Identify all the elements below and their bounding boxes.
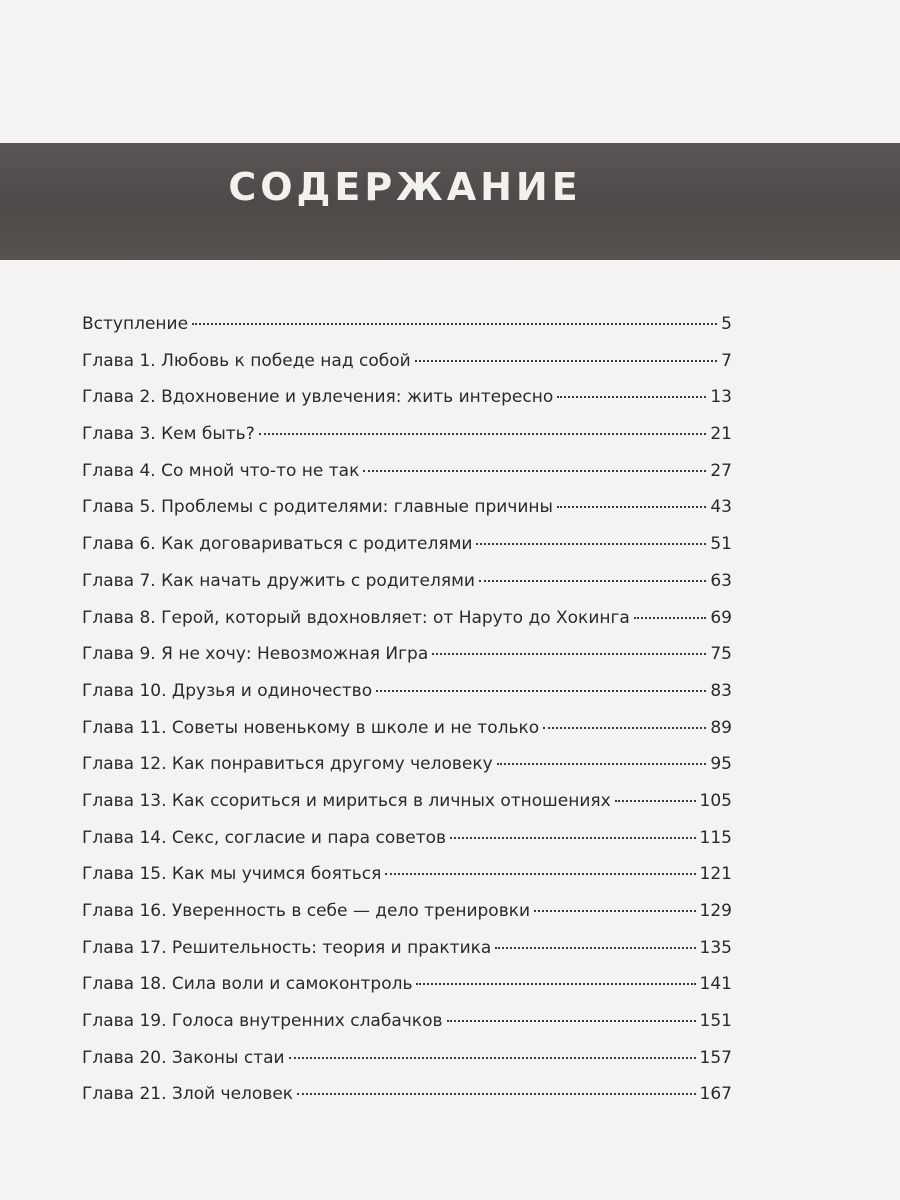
toc-entry-page: 83 [710, 680, 732, 701]
toc-entry [82, 526, 732, 563]
dot-leader [376, 689, 706, 692]
toc-entry-page: 141 [699, 974, 732, 995]
toc-entry-title: Глава 8. Герой, который вдохновляет: от Наруто до Хокинга [82, 607, 630, 628]
toc-entry-title: Глава 2. Вдохновение и увлечения: жить интересно [82, 387, 554, 408]
toc-entry-page: 129 [699, 901, 732, 921]
toc-entry [82, 966, 732, 1003]
dot-leader [479, 579, 706, 582]
toc-entry [82, 673, 732, 710]
dot-leader [557, 395, 706, 398]
toc-entry-title: Глава 6. Как договариваться с родителями [82, 534, 473, 555]
toc-entry-page: 121 [699, 864, 732, 885]
toc-entry-title: Глава 19. Голоса внутренних слабачков [82, 1011, 443, 1032]
toc-entry-page: 157 [699, 1047, 732, 1068]
dot-leader [289, 1056, 696, 1059]
toc-entry [82, 820, 732, 857]
toc-entry-title: Вступление [82, 314, 189, 334]
toc-entry [82, 1076, 732, 1113]
toc-entry-title: Глава 9. Я не хочу: Невозможная Игра [82, 644, 429, 665]
toc-entry [82, 710, 732, 747]
toc-entry-title: Глава 13. Как ссориться и мириться в личных отношениях [82, 790, 611, 811]
toc-entry [82, 783, 732, 820]
dot-leader [447, 1019, 696, 1022]
dot-leader [450, 836, 695, 839]
toc-entry-title: Глава 17. Решительность: теория и практика [82, 937, 492, 958]
dot-leader [497, 762, 707, 765]
toc-entry-title: Глава 7. Как начать дружить с родителями [82, 570, 475, 591]
toc-entry [82, 306, 732, 343]
toc-entry-page: 75 [710, 644, 732, 665]
toc-entry-page: 5 [721, 314, 732, 334]
dot-leader [192, 322, 717, 325]
toc-entry [82, 416, 732, 453]
toc-entry-page: 105 [699, 790, 732, 811]
toc-entry-page: 115 [699, 827, 732, 848]
toc-entry-title: Глава 4. Со мной что-то не так [82, 460, 360, 481]
toc-entry-title: Глава 20. Законы стаи [82, 1047, 285, 1068]
toc-entry-page: 151 [699, 1011, 732, 1032]
toc-entry-page: 135 [699, 937, 732, 958]
toc-entry [82, 856, 732, 893]
toc-entry [82, 746, 732, 783]
dot-leader [534, 909, 696, 912]
page-title: СОДЕРЖАНИЕ [228, 165, 582, 209]
toc-entry-title: Глава 21. Злой человек [82, 1084, 294, 1105]
toc-entry [82, 930, 732, 967]
toc-entry-page: 7 [721, 350, 732, 371]
dot-leader [495, 946, 695, 949]
toc-entry-title: Глава 10. Друзья и одиночество [82, 680, 373, 701]
dot-leader [615, 799, 696, 802]
table-of-contents [82, 306, 732, 1113]
toc-entry-page: 21 [710, 424, 732, 445]
dot-leader [634, 616, 707, 619]
toc-entry-title: Глава 5. Проблемы с родителями: главные причины [82, 497, 553, 518]
dot-leader [385, 872, 695, 875]
toc-entry [82, 489, 732, 526]
dot-leader [543, 726, 706, 729]
toc-entry [82, 893, 732, 930]
toc-entry [82, 379, 732, 416]
toc-entry [82, 1040, 732, 1077]
dot-leader [557, 505, 706, 508]
toc-entry [82, 636, 732, 673]
dot-leader [297, 1092, 695, 1095]
dot-leader [432, 652, 706, 655]
toc-entry-title: Глава 14. Секс, согласие и пара советов [82, 827, 447, 848]
toc-entry [82, 343, 732, 380]
dot-leader [416, 982, 695, 985]
toc-entry-title: Глава 12. Как понравиться другому человеку [82, 754, 493, 775]
toc-entry-page: 51 [710, 534, 732, 555]
toc-entry [82, 1003, 732, 1040]
toc-entry-page: 27 [710, 460, 732, 481]
toc-entry-page: 95 [710, 754, 732, 775]
dot-leader [259, 432, 707, 435]
toc-entry-title: Глава 11. Советы новенькому в школе и не только [82, 717, 540, 738]
toc-entry-title: Глава 18. Сила воли и самоконтроль [82, 974, 413, 995]
dot-leader [415, 359, 718, 362]
toc-entry-title: Глава 16. Уверенность в себе — дело тренировки [82, 901, 531, 921]
toc-entry-title: Глава 15. Как мы учимся бояться [82, 864, 382, 885]
toc-entry-page: 43 [710, 497, 732, 518]
toc-entry-title: Глава 3. Кем быть? [82, 424, 255, 445]
toc-entry-page: 63 [710, 570, 732, 591]
toc-entry-page: 13 [710, 387, 732, 408]
toc-entry [82, 453, 732, 490]
toc-entry-title: Глава 1. Любовь к победе над собой [82, 350, 411, 371]
toc-entry-page: 167 [699, 1084, 732, 1105]
toc-entry [82, 563, 732, 600]
toc-entry [82, 600, 732, 637]
toc-entry-page: 69 [710, 607, 732, 628]
toc-entry-page: 89 [710, 717, 732, 738]
dot-leader [476, 542, 706, 545]
dot-leader [363, 469, 706, 472]
